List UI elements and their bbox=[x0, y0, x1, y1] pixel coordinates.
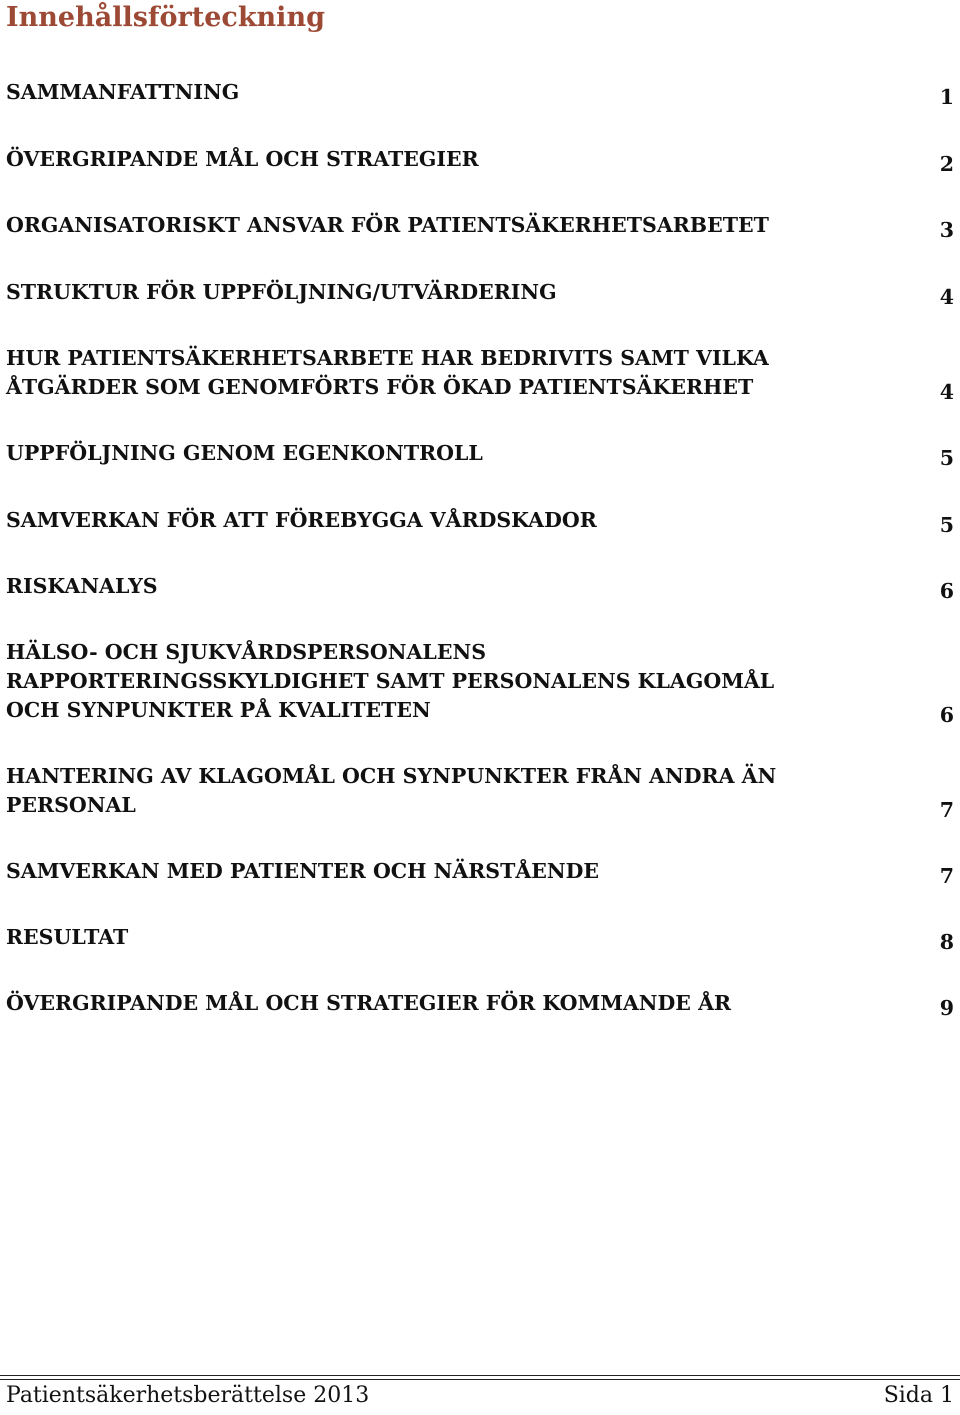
toc-entry-page: 4 bbox=[939, 380, 954, 404]
toc-entry-kommande-ar[interactable] bbox=[6, 989, 954, 1018]
toc-entry-page: 9 bbox=[939, 996, 954, 1020]
toc-entry-text-line1: HUR PATIENTSÄKERHETSARBETE HAR BEDRIVITS SAMT VILKA bbox=[6, 346, 769, 370]
toc-entry-page: 4 bbox=[939, 285, 954, 309]
footer-document-title: Patientsäkerhetsberättelse 2013 bbox=[6, 1383, 370, 1408]
toc-entry-text: ÖVERGRIPANDE MÅL OCH STRATEGIER FÖR KOMMANDE ÅR bbox=[6, 991, 732, 1015]
toc-entry-text-line3: OCH SYNPUNKTER PÅ KVALITETEN bbox=[6, 698, 431, 722]
footer-divider-top bbox=[0, 1375, 960, 1376]
toc-entry-page: 5 bbox=[939, 446, 954, 470]
toc-entry-text: ÖVERGRIPANDE MÅL OCH STRATEGIER bbox=[6, 147, 479, 171]
toc-entry-text: RISKANALYS bbox=[6, 574, 158, 598]
toc-entry-text-line2: RAPPORTERINGSSKYLDIGHET SAMT PERSONALENS KLAGOMÅL bbox=[6, 669, 775, 693]
toc-entry-sammanfattning[interactable] bbox=[6, 78, 954, 107]
toc-entry-page: 7 bbox=[939, 864, 954, 888]
toc-entry-text: SAMVERKAN MED PATIENTER OCH NÄRSTÅENDE bbox=[6, 859, 600, 883]
toc-entry-text-line2: PERSONAL bbox=[6, 793, 136, 817]
toc-entry-overgripande-mal[interactable] bbox=[6, 145, 954, 174]
toc-entry-text-line1: HANTERING AV KLAGOMÅL OCH SYNPUNKTER FRÅN ANDRA ÄN bbox=[6, 764, 777, 788]
toc-entry-hantering-klagomal[interactable] bbox=[6, 762, 954, 820]
toc-entry-text: SAMMANFATTNING bbox=[6, 80, 240, 104]
toc-entry-page: 6 bbox=[939, 579, 954, 603]
toc-entry-riskanalys[interactable] bbox=[6, 572, 954, 601]
toc-entry-samverkan-vardskador[interactable] bbox=[6, 506, 954, 535]
toc-entry-text-line1: HÄLSO- OCH SJUKVÅRDSPERSONALENS bbox=[6, 640, 487, 664]
toc-title: Innehållsförteckning bbox=[6, 2, 325, 33]
toc-entry-page: 7 bbox=[939, 798, 954, 822]
toc-entry-egenkontroll[interactable] bbox=[6, 439, 954, 468]
toc-entry-organisatoriskt-ansvar[interactable] bbox=[6, 211, 954, 240]
toc-entry-page: 6 bbox=[939, 703, 954, 727]
toc-entry-samverkan-patienter[interactable] bbox=[6, 857, 954, 886]
toc-entry-text: RESULTAT bbox=[6, 925, 129, 949]
toc-entry-text: UPPFÖLJNING GENOM EGENKONTROLL bbox=[6, 441, 483, 465]
toc-entry-page: 8 bbox=[939, 930, 954, 954]
toc-entry-rapporteringsskyldighet[interactable] bbox=[6, 638, 954, 725]
footer-divider-bottom bbox=[0, 1379, 960, 1380]
toc-entry-patientsakerhetsarbete[interactable] bbox=[6, 344, 954, 402]
toc-entry-text: SAMVERKAN FÖR ATT FÖREBYGGA VÅRDSKADOR bbox=[6, 508, 597, 532]
toc-entry-struktur-uppfoljning[interactable] bbox=[6, 278, 954, 307]
toc-entry-page: 5 bbox=[939, 513, 954, 537]
toc-entry-text: STRUKTUR FÖR UPPFÖLJNING/UTVÄRDERING bbox=[6, 280, 557, 304]
toc-entry-page: 2 bbox=[939, 152, 954, 176]
toc-entry-text: ORGANISATORISKT ANSVAR FÖR PATIENTSÄKERHETSARBETET bbox=[6, 213, 769, 237]
toc-entry-page: 3 bbox=[939, 218, 954, 242]
toc-entry-page: 1 bbox=[939, 85, 954, 109]
footer-page-number: Sida 1 bbox=[883, 1383, 954, 1408]
toc-entry-resultat[interactable] bbox=[6, 923, 954, 952]
toc-entry-text-line2: ÅTGÄRDER SOM GENOMFÖRTS FÖR ÖKAD PATIENTSÄKERHET bbox=[6, 375, 754, 399]
